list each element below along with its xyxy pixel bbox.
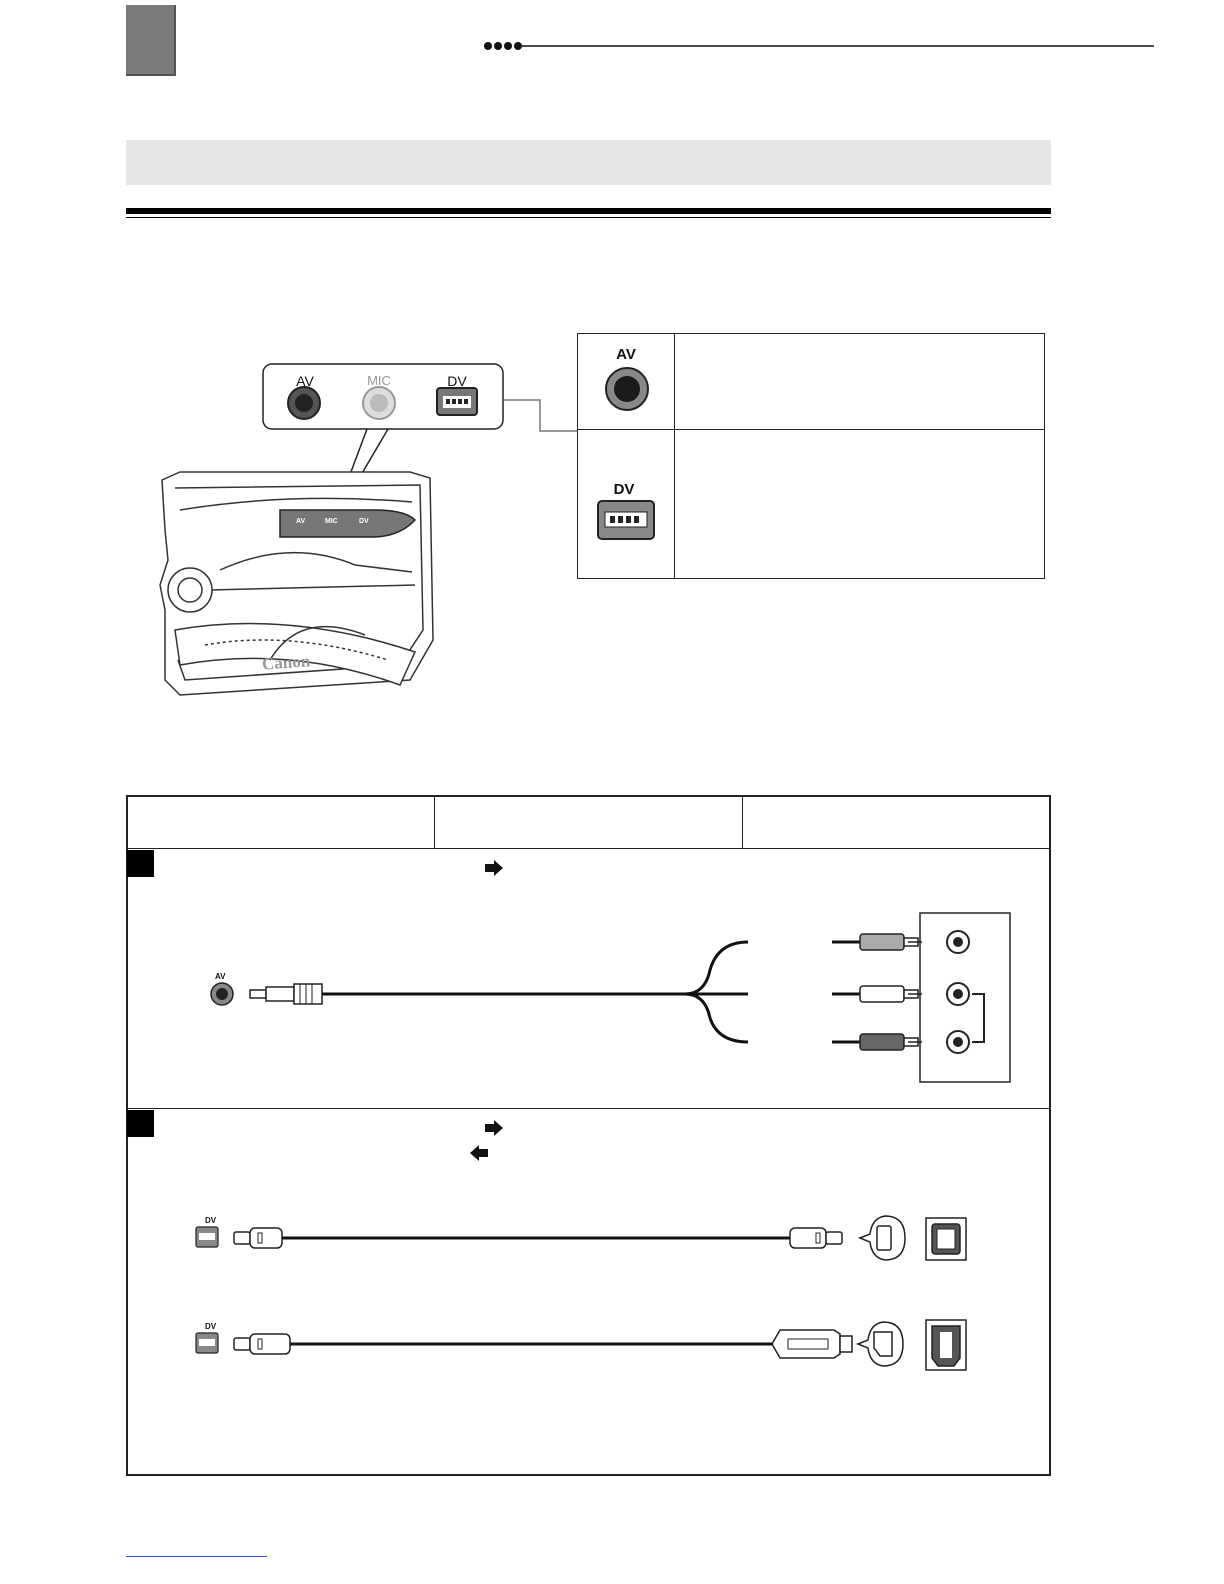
section-a-av-label: AV <box>215 972 226 981</box>
rca-plug-1 <box>832 934 918 950</box>
camera-cover-label-av: AV <box>296 518 306 525</box>
canon-logo: Canon <box>261 651 311 674</box>
callout-label-av: AV <box>296 373 314 389</box>
four-dots-icon <box>484 42 522 50</box>
rca-jack-icon <box>947 1031 969 1053</box>
4-pin-connector-icon <box>860 1216 905 1260</box>
title-rule-thick <box>126 208 1051 214</box>
dv-port-icon <box>196 1227 218 1247</box>
section-b-marker <box>127 1110 154 1137</box>
dv-port-icon <box>437 388 477 415</box>
rca-plug-2 <box>832 986 918 1002</box>
left-arrow-icon <box>470 1145 490 1161</box>
4-pin-terminal-icon <box>926 1218 966 1260</box>
header-col-divider-1 <box>434 795 435 849</box>
header-dots-rule <box>482 38 1154 54</box>
av-plug <box>250 984 322 1004</box>
terminal-table-row-divider <box>577 429 1045 430</box>
callout-label-mic: MIC <box>367 373 391 388</box>
footer-link-underline <box>126 1556 267 1557</box>
av-jack-icon <box>288 387 320 419</box>
stereo-video-cable-diagram <box>200 910 1020 1085</box>
mic-jack-icon <box>363 387 395 419</box>
header-col-divider-2 <box>742 795 743 849</box>
dv-plug-camera-side <box>234 1334 290 1354</box>
section-a-marker <box>127 850 154 877</box>
callout-label-dv: DV <box>447 373 467 389</box>
6-pin-plug <box>772 1330 852 1358</box>
section-title-band <box>126 140 1051 185</box>
right-arrow-icon <box>485 1120 505 1136</box>
dv-plug-device-side <box>790 1228 842 1248</box>
rca-jack-icon <box>947 931 969 953</box>
6-pin-connector-icon <box>858 1322 903 1366</box>
camera-cover-label-dv: DV <box>359 518 369 525</box>
dv-port-icon <box>196 1333 218 1353</box>
header-row-divider <box>126 848 1051 849</box>
camera-terminals-illustration <box>150 360 580 705</box>
av-jack-icon <box>211 983 233 1005</box>
chapter-tab <box>126 5 176 76</box>
section-b-row1-dv-label: DV <box>205 1216 217 1225</box>
av-jack-icon <box>604 366 650 412</box>
section-divider <box>126 1108 1051 1109</box>
rca-jack-icon <box>947 983 969 1005</box>
terminal-table-av-label: AV <box>616 346 636 363</box>
dv-plug-camera-side <box>234 1228 282 1248</box>
rca-plug-3 <box>832 1034 918 1050</box>
section-b-row2-dv-label: DV <box>205 1322 217 1331</box>
right-arrow-icon <box>485 860 505 876</box>
6-pin-terminal-icon <box>926 1320 966 1370</box>
title-rule-thin <box>126 217 1051 218</box>
camera-cover-label-mic: MIC <box>325 518 338 525</box>
terminal-table-col-divider <box>674 333 675 579</box>
dv-port-icon <box>597 500 655 540</box>
dv-cable-diagram <box>190 1210 980 1380</box>
terminal-table-dv-label: DV <box>613 481 635 498</box>
